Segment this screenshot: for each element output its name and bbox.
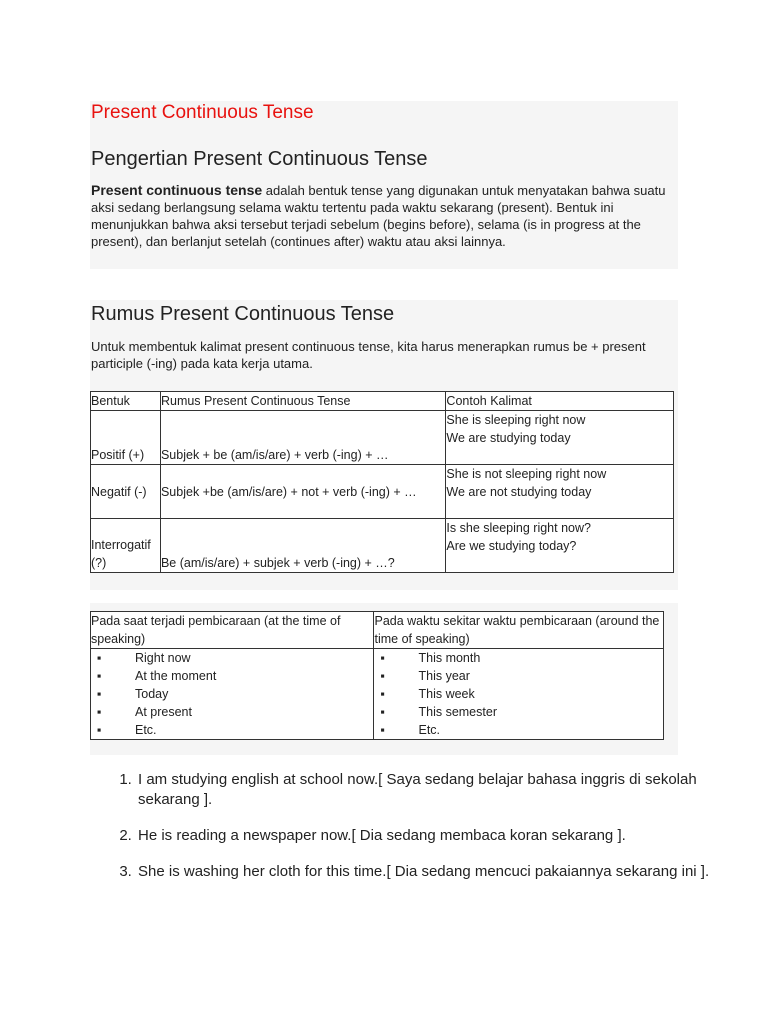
list-item: ▪ At the moment [91, 667, 373, 685]
time-expressions-table [90, 611, 664, 740]
bullet-icon: ▪ [97, 723, 102, 737]
header-cell: Pada saat terjadi pembicaraan (at the time of speaking) [91, 612, 374, 649]
example-sentences-list [95, 770, 726, 898]
example-sentence: She is sleeping right now [446, 413, 586, 427]
definition-text: adalah bentuk tense yang digunakan untuk menyatakan bahwa suatu aksi sedang berlangsung selama waktu tertentu pada waktu sekarang (present). Bentuk ini menunjukkan bahwa aksi tersebut terjadi sebelum (begins before), selama (is in progress at the present), dan berlanjut setelah (continues after) waktu atau aksi lainnya. [91, 183, 666, 249]
bullet-list-cell [91, 649, 374, 740]
list-item: 1. I am studying english at school now.[ Saya sedang belajar bahasa inggris di sekolah sekarang ]. [136, 770, 726, 810]
formula-cell: Subjek + be (am/is/are) + verb (-ing) + … [160, 411, 445, 465]
list-item: ▪ This year [374, 667, 663, 685]
bullet-icon: ▪ [380, 723, 385, 737]
bullet-icon: ▪ [97, 687, 102, 701]
example-sentence: Is she sleeping right now? [446, 521, 591, 535]
list-item: ▪ At present [91, 703, 373, 721]
bullet-list-cell [374, 649, 664, 740]
list-item: ▪ Right now [91, 649, 373, 667]
formula-paragraph: Untuk membentuk kalimat present continuous tense, kita harus menerapkan rumus be + present participle (-ing) pada kata kerja utama. [91, 339, 646, 371]
header-cell: Rumus Present Continuous Tense [160, 392, 445, 411]
formula-cell: Be (am/is/are) + subjek + verb (-ing) + …? [160, 519, 445, 573]
example-cell [446, 411, 674, 465]
example-sentence: We are studying today [446, 431, 571, 445]
form-cell: Negatif (-) [91, 465, 161, 519]
table-row [91, 465, 674, 519]
header-cell: Bentuk [91, 392, 161, 411]
header-cell: Contoh Kalimat [446, 392, 674, 411]
definition-paragraph [91, 182, 671, 250]
list-item: 3. She is washing her cloth for this time.[ Dia sedang mencuci pakaiannya sekarang ini ]. [136, 862, 726, 882]
table-row [91, 411, 674, 465]
bullet-icon: ▪ [380, 669, 385, 683]
form-cell: Interrogatif (?) [91, 519, 161, 573]
bullet-icon: ▪ [380, 705, 385, 719]
formula-cell: Subjek +be (am/is/are) + not + verb (-ing) + … [160, 465, 445, 519]
table-header-row [91, 612, 664, 649]
list-item: ▪ This month [374, 649, 663, 667]
list-item: ▪ Today [91, 685, 373, 703]
list-item: ▪ This week [374, 685, 663, 703]
header-cell: Pada waktu sekitar waktu pembicaraan (around the time of speaking) [374, 612, 664, 649]
list-item: ▪ Etc. [91, 721, 373, 739]
list-item: 2. He is reading a newspaper now.[ Dia sedang membaca koran sekarang ]. [136, 826, 726, 846]
bullet-icon: ▪ [97, 705, 102, 719]
table-row [91, 649, 664, 740]
example-cell [446, 465, 674, 519]
table-row [91, 519, 674, 573]
bullet-icon: ▪ [380, 687, 385, 701]
list-item: ▪ Etc. [374, 721, 663, 739]
example-sentence: We are not studying today [446, 485, 592, 499]
table-header-row [91, 392, 674, 411]
bullet-icon: ▪ [380, 651, 385, 665]
form-cell: Positif (+) [91, 411, 161, 465]
example-cell [446, 519, 674, 573]
bullet-icon: ▪ [97, 669, 102, 683]
document-title: Present Continuous Tense [91, 102, 314, 123]
section-heading-formula: Rumus Present Continuous Tense [91, 303, 395, 325]
example-sentence: Are we studying today? [446, 539, 577, 553]
bullet-icon: ▪ [97, 651, 102, 665]
formula-table [90, 391, 674, 573]
list-item: ▪ This semester [374, 703, 663, 721]
section-heading-definition: Pengertian Present Continuous Tense [91, 148, 428, 170]
definition-term: Present continuous tense [91, 182, 263, 198]
example-sentence: She is not sleeping right now [446, 467, 607, 481]
